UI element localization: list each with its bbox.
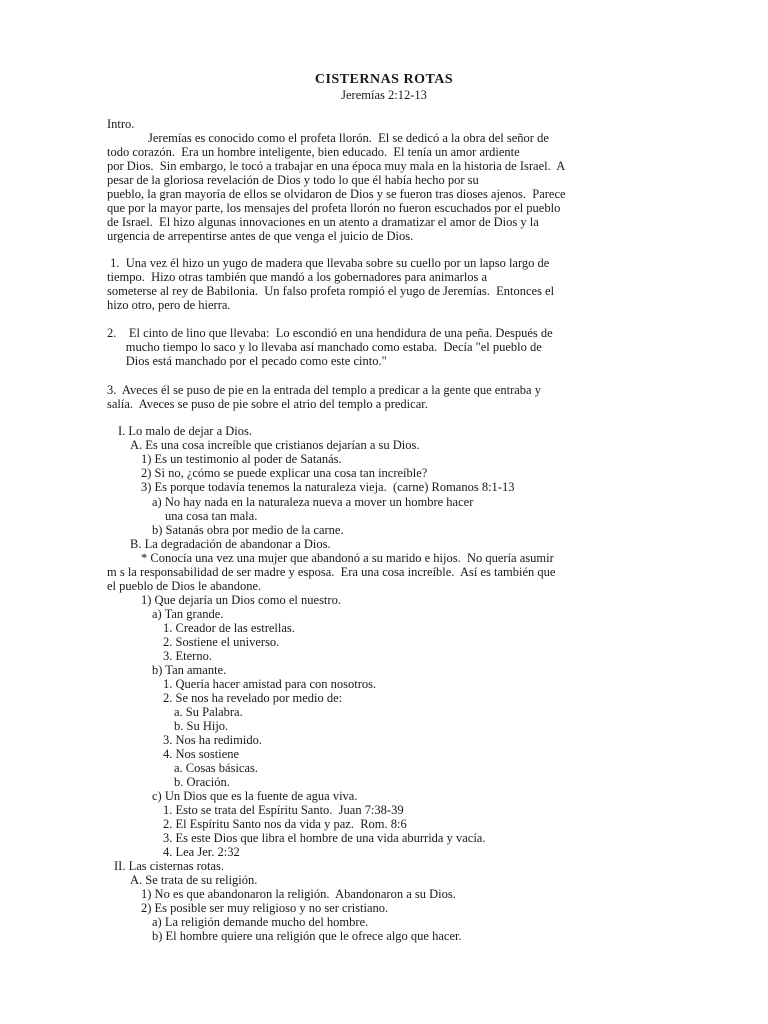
intro-line: pueblo, la gran mayoría de ellos se olvidaron de Dios y se fueron tras dioses ajenos. Parece [107,187,566,201]
outline-item: 2) Si no, ¿cómo se puede explicar una cosa tan increíble? [141,466,428,480]
point-three-line: 3. Aveces él se puso de pie en la entrada del templo a predicar a la gente que entraba y [107,383,541,397]
outline-heading: I. Lo malo de dejar a Dios. [118,424,252,438]
intro-line: que por la mayor parte, los mensajes del profeta llorón no fueron escuchados por el pueblo [107,201,561,215]
outline-item: 1. Creador de las estrellas. [163,621,295,635]
outline-note: * Conocía una vez una mujer que abandonó a su marido e hijos. No quería asumir [141,551,554,565]
intro-line: urgencia de arrepentirse antes de que venga el juicio de Dios. [107,229,414,243]
outline-heading: II. Las cisternas rotas. [114,859,225,873]
point-one-line: 1. Una vez él hizo un yugo de madera que llevaba sobre su cuello por un lapso largo de [107,256,550,270]
outline-item: una cosa tan mala. [165,509,258,523]
outline-item: c) Un Dios que es la fuente de agua viva. [152,789,358,803]
outline-item: 1) Es un testimonio al poder de Satanás. [141,452,342,466]
outline-item: 3) Es porque todavía tenemos la naturaleza vieja. (carne) Romanos 8:1-13 [141,480,515,494]
document-title: CISTERNAS ROTAS [314,72,454,87]
outline-item: 3. Nos ha redimido. [163,733,262,747]
outline-item: 2. Se nos ha revelado por medio de: [163,691,343,705]
intro-label: Intro. [107,117,135,131]
outline-item: a) No hay nada en la naturaleza nueva a mover un hombre hacer [152,495,474,509]
outline-item: 4. Lea Jer. 2:32 [163,845,240,859]
outline-item: A. Se trata de su religión. [130,873,258,887]
intro-line: por Dios. Sin embargo, le tocó a trabajar en una época muy mala en la historia de Israel. A [107,159,566,173]
outline-item: a) Tan grande. [152,607,224,621]
scripture-reference: Jeremías 2:12-13 [341,88,427,102]
outline-item: 1. Quería hacer amistad para con nosotros. [163,677,377,691]
outline-note: el pueblo de Dios le abandone. [107,579,262,593]
intro-line: todo corazón. Era un hombre inteligente, bien educado. El tenía un amor ardiente [107,145,520,159]
outline-note: m s la responsabilidad de ser madre y esposa. Era una cosa increíble. Así es también que [107,565,556,579]
outline-item: 1) Que dejaría un Dios como el nuestro. [141,593,341,607]
outline-item: 3. Es este Dios que libra el hombre de una vida aburrida y vacía. [163,831,486,845]
outline-item: 2. El Espíritu Santo nos da vida y paz. Rom. 8:6 [163,817,407,831]
intro-line: de Israel. El hizo algunas innovaciones en un atento a dramatizar el amor de Dios y la [107,215,539,229]
outline-item: 1) No es que abandonaron la religión. Abandonaron a su Dios. [141,887,456,901]
outline-item: a. Su Palabra. [174,705,243,719]
intro-line: Jeremías es conocido como el profeta llorón. El se dedicó a la obra del señor de [148,131,549,145]
outline-item: b. Oración. [174,775,230,789]
outline-item: 1. Esto se trata del Espíritu Santo. Juan 7:38-39 [163,803,404,817]
outline-item: 4. Nos sostiene [163,747,240,761]
intro-line: pesar de la gloriosa revelación de Dios y todo lo que él había hecho por su [107,173,479,187]
point-two-line: 2. El cinto de lino que llevaba: Lo escondió en una hendidura de una peña. Después de [107,326,553,340]
point-one-line: tiempo. Hizo otras también que mandó a los gobernadores para animarlos a [107,270,488,284]
point-one-line: someterse al rey de Babilonia. Un falso profeta rompió el yugo de Jeremías. Entonces el [107,284,555,298]
outline-item: a) La religión demande mucho del hombre. [152,915,369,929]
outline-item: 2. Sostiene el universo. [163,635,280,649]
outline-item: 3. Eterno. [163,649,212,663]
point-one-line: hizo otro, pero de hierra. [107,298,231,312]
outline-item: b) El hombre quiere una religión que le ofrece algo que hacer. [152,929,462,943]
point-two-line: Dios está manchado por el pecado como este cinto." [107,354,387,368]
outline-item: a. Cosas básicas. [174,761,259,775]
outline-item: b) Tan amante. [152,663,227,677]
point-two-line: mucho tiempo lo saco y lo llevaba así manchado como estaba. Decía "el pueblo de [107,340,542,354]
outline-item: 2) Es posible ser muy religioso y no ser cristiano. [141,901,389,915]
outline-item: b) Satanás obra por medio de la carne. [152,523,344,537]
outline-item: b. Su Hijo. [174,719,229,733]
point-three-line: salía. Aveces se puso de pie sobre el atrio del templo a predicar. [107,397,428,411]
outline-item: A. Es una cosa increíble que cristianos dejarían a su Dios. [130,438,420,452]
outline-item: B. La degradación de abandonar a Dios. [130,537,331,551]
